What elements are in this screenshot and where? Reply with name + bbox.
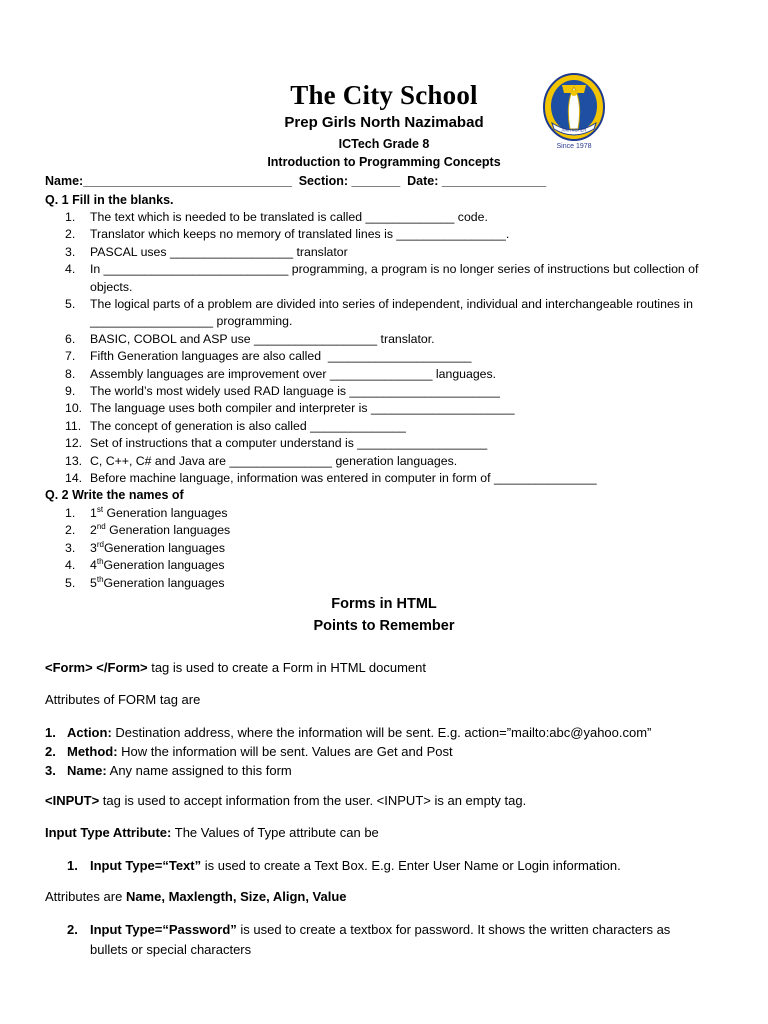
item-number: 6. xyxy=(65,331,76,346)
type-label: Input Type=“Password” xyxy=(90,922,237,937)
input-tag-label: <INPUT> xyxy=(45,793,100,808)
item-text: Translator which keeps no memory of translated lines is ________________. xyxy=(90,227,510,242)
attrs-intro: Attributes of FORM tag are xyxy=(45,692,201,707)
type-attr-paragraph xyxy=(45,825,735,840)
list-item xyxy=(45,383,725,400)
item-text: Generation languages xyxy=(103,575,225,590)
name-section-date-line: Name:______________________________ Section: _______ Date: _______________ xyxy=(45,174,547,188)
list-item xyxy=(45,453,725,470)
forms-title: Forms in HTML xyxy=(331,596,437,612)
q2-list xyxy=(45,505,725,592)
item-number: 11. xyxy=(65,418,82,433)
item-text: The concept of generation is also called ______________ xyxy=(90,418,406,433)
generation-number: 5 xyxy=(90,575,97,590)
item-text: In ___________________________ programming, a program is no longer series of instructions but collection of objects. xyxy=(90,262,702,294)
generation-number: 2 xyxy=(90,523,97,538)
list-item xyxy=(45,723,735,742)
attrs-are-values: Name, Maxlength, Size, Align, Value xyxy=(125,889,347,904)
attrs-are-text: Attributes are xyxy=(45,889,126,904)
item-text: Fifth Generation languages are also called _____________________ xyxy=(90,349,472,364)
grade-title: ICTech Grade 8 xyxy=(338,137,430,151)
subject-title: Introduction to Programming Concepts xyxy=(267,155,501,169)
type-label: Input Type=“Text” xyxy=(90,858,202,873)
input-tag-paragraph xyxy=(45,793,735,808)
points-title: Points to Remember xyxy=(313,618,455,634)
list-item xyxy=(45,209,725,226)
list-item xyxy=(45,366,725,383)
item-text: Generation languages xyxy=(105,523,231,538)
q1-heading: Q. 1 Fill in the blanks. xyxy=(45,193,174,207)
input-type-password-item xyxy=(45,920,705,959)
item-number: 2. xyxy=(45,744,56,759)
item-text: The logical parts of a problem are divided into series of independent, individual and interchangeable routines in __________________ programming. xyxy=(90,297,697,329)
item-number: 5. xyxy=(65,297,76,312)
item-text: Assembly languages are improvement over _______________ languages. xyxy=(90,366,497,381)
item-text: The world’s most widely used RAD language is ______________________ xyxy=(90,384,500,399)
list-item xyxy=(45,418,725,435)
item-number: 3. xyxy=(45,763,56,778)
item-number: 5. xyxy=(65,575,76,590)
item-number: 13. xyxy=(65,453,83,468)
item-number: 9. xyxy=(65,384,76,399)
type-attr-text: The Values of Type attribute can be xyxy=(171,825,379,840)
type-attr-label: Input Type Attribute: xyxy=(45,825,172,840)
item-number: 1. xyxy=(45,725,56,740)
item-number: 3. xyxy=(65,540,76,555)
list-item xyxy=(45,575,725,592)
list-item xyxy=(45,920,705,959)
generation-number: 3 xyxy=(90,540,97,555)
list-item xyxy=(45,856,705,876)
attr-text: Destination address, where the information will be sent. E.g. action=”mailto:abc@yahoo.com” xyxy=(111,725,652,740)
list-item xyxy=(45,296,725,331)
list-item xyxy=(45,522,725,539)
attrs-are-paragraph xyxy=(45,889,735,904)
generation-number: 4 xyxy=(90,558,97,573)
item-number: 3. xyxy=(65,244,76,259)
item-number: 2. xyxy=(65,523,76,538)
item-number: 10. xyxy=(65,401,83,416)
item-text: PASCAL uses __________________ translator xyxy=(90,244,348,259)
q1-list xyxy=(45,209,725,488)
list-item xyxy=(45,348,725,365)
list-item xyxy=(45,261,725,296)
logo-motto: AIM HIGHER xyxy=(561,127,587,133)
item-number: 1. xyxy=(65,506,76,520)
list-item xyxy=(45,540,725,557)
item-number: 14. xyxy=(65,471,83,486)
item-text: C, C++, C# and Java are _______________ generation languages. xyxy=(90,453,458,468)
form-tag-text: tag is used to create a Form in HTML document xyxy=(147,660,427,675)
ordinal-suffix: rd xyxy=(96,539,104,549)
item-number: 7. xyxy=(65,349,76,364)
input-type-text-item xyxy=(45,856,705,876)
item-text: Generation languages xyxy=(103,558,225,573)
school-title: The City School xyxy=(290,80,478,110)
list-item xyxy=(45,505,725,522)
item-text: BASIC, COBOL and ASP use __________________ translator. xyxy=(90,331,435,346)
item-text: The text which is needed to be translated is called _____________ code. xyxy=(90,210,488,224)
ordinal-suffix: nd xyxy=(96,522,106,532)
item-number: 4. xyxy=(65,262,76,277)
item-number: 4. xyxy=(65,558,76,573)
school-crest-icon xyxy=(542,73,606,145)
logo-since: Since 1978 xyxy=(556,143,592,150)
item-number: 2. xyxy=(67,922,78,937)
type-text: is used to create a textbox for password. It shows the written characters as bullets or special characters xyxy=(90,922,671,957)
list-item xyxy=(45,244,725,261)
attr-text: How the information will be sent. Values are Get and Post xyxy=(117,744,453,759)
item-number: 2. xyxy=(65,227,76,242)
item-number: 1. xyxy=(67,858,78,873)
branch-name: Prep Girls North Nazimabad xyxy=(284,114,484,131)
item-text: Generation languages xyxy=(103,506,228,520)
type-text: is used to create a Text Box. E.g. Enter User Name or Login information. xyxy=(201,858,621,873)
form-attrs-list xyxy=(45,723,735,780)
attr-text: Any name assigned to this form xyxy=(106,763,292,778)
ordinal-suffix: st xyxy=(96,504,104,514)
attr-label: Name: xyxy=(67,763,107,778)
list-item xyxy=(45,331,725,348)
item-text: Generation languages xyxy=(103,540,225,555)
list-item xyxy=(45,470,725,487)
item-number: 8. xyxy=(65,366,76,381)
q2-heading: Q. 2 Write the names of xyxy=(45,488,184,502)
item-text: Set of instructions that a computer understand is ___________________ xyxy=(90,436,488,451)
ordinal-suffix: th xyxy=(96,574,104,584)
attr-label: Action: xyxy=(67,725,112,740)
item-text: The language uses both compiler and interpreter is _____________________ xyxy=(90,401,515,416)
ordinal-suffix: th xyxy=(96,557,104,567)
attr-label: Method: xyxy=(67,744,118,759)
form-tag-label: <Form> </Form> xyxy=(45,660,148,675)
generation-number: 1 xyxy=(90,506,97,520)
list-item xyxy=(45,400,725,417)
list-item xyxy=(45,557,725,574)
list-item xyxy=(45,761,735,780)
item-number: 1. xyxy=(65,210,76,224)
list-item xyxy=(45,742,735,761)
list-item xyxy=(45,435,725,452)
form-tag-paragraph xyxy=(45,660,735,675)
item-number: 12. xyxy=(65,436,83,451)
input-tag-text: tag is used to accept information from the user. <INPUT> is an empty tag. xyxy=(99,793,527,808)
item-text: Before machine language, information was entered in computer in form of _______________ xyxy=(90,471,597,486)
list-item xyxy=(45,226,725,243)
